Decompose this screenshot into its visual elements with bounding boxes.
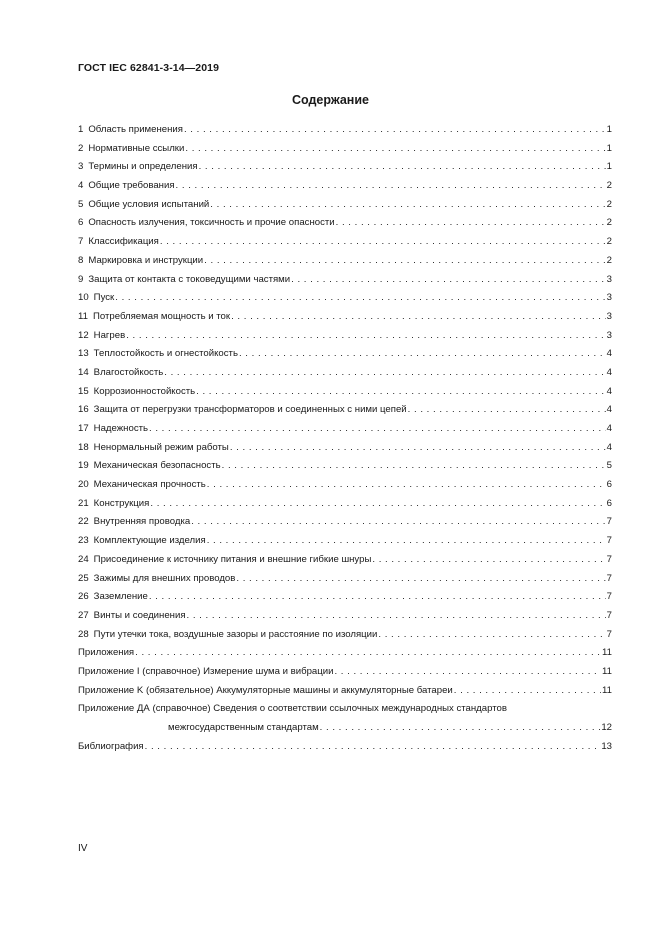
toc-page-number: 7	[606, 516, 612, 528]
toc-entry-number: 27	[78, 609, 89, 621]
dot-leader	[187, 610, 606, 621]
toc-page-number: 7	[606, 591, 612, 603]
toc-entry	[78, 610, 612, 629]
toc-entry-text: Надежность	[93, 423, 149, 434]
toc-page-number: 1	[606, 142, 612, 154]
toc-page-number: 5	[606, 460, 612, 472]
toc-page-number: 3	[606, 273, 612, 285]
toc-entry	[78, 124, 612, 143]
toc-entry-number: 2	[78, 142, 84, 154]
dot-leader	[191, 516, 605, 527]
toc-entry-text: Термины и определения	[88, 161, 198, 173]
toc-entry-number: 18	[78, 441, 89, 453]
toc-page-number: 4	[606, 404, 612, 416]
dot-leader	[164, 367, 605, 378]
toc-entry-number: 25	[78, 572, 89, 584]
toc-entry-number: 21	[78, 497, 89, 509]
toc-page-number: 7	[606, 553, 612, 565]
dot-leader	[176, 180, 606, 191]
toc-entry-number: 6	[78, 217, 84, 229]
toc-entry-text: Механическая безопасность	[93, 460, 221, 472]
toc-page-number: 13	[601, 740, 612, 752]
toc-entry-number: 13	[78, 348, 89, 360]
toc-entry-number: 15	[78, 385, 89, 397]
toc-page-number: 11	[602, 665, 612, 677]
toc-page-number: 1	[606, 161, 612, 173]
toc-entry	[78, 367, 612, 386]
toc-entry	[78, 479, 612, 498]
toc-page-number: 4	[606, 385, 612, 397]
toc-entry-number: 8	[78, 254, 84, 266]
toc-entry-text: Общие требования	[88, 180, 175, 192]
toc-entry	[78, 292, 612, 311]
toc-entry-text: Внутренняя проводка	[93, 516, 191, 528]
toc-entry	[78, 629, 612, 648]
toc-entry	[78, 591, 612, 610]
toc-entry-annex-da	[78, 703, 612, 722]
toc-entry	[78, 647, 612, 666]
toc-entry	[78, 274, 612, 293]
toc-entry	[78, 180, 612, 199]
toc-page-number: 7	[606, 609, 612, 621]
toc-entry	[78, 404, 612, 423]
toc-entry-number: 23	[78, 535, 89, 547]
toc-entry-text: Защита от контакта с токоведущими частями	[88, 273, 291, 285]
toc-entry	[78, 199, 612, 218]
toc-entry	[78, 330, 612, 349]
toc-page-number: 7	[606, 535, 612, 547]
toc-entry-text: Коррозионностойкость	[93, 385, 196, 397]
toc-entry-number: 22	[78, 516, 89, 528]
toc-entry-number: 12	[78, 329, 89, 341]
toc-entry	[78, 311, 612, 330]
toc-entry-text: Опасность излучения, токсичность и прочие опасности	[88, 217, 335, 229]
toc-page-number: 2	[606, 217, 612, 229]
dot-leader	[408, 404, 606, 415]
toc-entry-text: Приложение ДА (справочное) Сведения о соответствии ссылочных международных стандартов	[78, 703, 507, 715]
dot-leader	[204, 255, 606, 266]
toc-entry-number: 7	[78, 236, 84, 248]
page-number: IV	[78, 843, 88, 854]
toc-entry-number: 10	[78, 292, 89, 304]
toc-entry-number: 26	[78, 591, 89, 603]
toc-page-number: 1	[606, 124, 612, 135]
document-header: ГОСТ IEC 62841-3-14—2019	[78, 62, 220, 74]
toc-entry-number: 1	[78, 124, 84, 135]
dot-leader	[145, 741, 601, 752]
toc-entry-text: Винты и соединения	[93, 609, 186, 621]
dot-leader	[336, 217, 606, 228]
dot-leader	[291, 274, 606, 285]
toc-entry-text: Пути утечки тока, воздушные зазоры и расстояние по изоляции	[93, 628, 378, 640]
toc-entry-text: Классификация	[88, 236, 159, 248]
dot-leader	[372, 554, 605, 565]
toc-entry-text: Приложение I (справочное) Измерение шума и вибрации	[78, 665, 334, 677]
toc-page-number: 4	[606, 423, 612, 434]
toc-entry-text: Пуск	[93, 292, 115, 304]
toc-entry-text: Нормативные ссылки	[88, 142, 185, 154]
toc-page-number: 3	[606, 329, 612, 341]
toc-entry-text: Присоединение к источнику питания и внешние гибкие шнуры	[93, 553, 372, 565]
table-of-contents	[78, 124, 612, 759]
dot-leader	[210, 199, 605, 210]
toc-entry-text: Область применения	[88, 124, 183, 135]
toc-entry-text: Общие условия испытаний	[88, 198, 210, 210]
toc-entry	[78, 666, 612, 685]
toc-entry-text: Библиография	[78, 740, 144, 752]
toc-page-number: 3	[606, 292, 612, 304]
dot-leader	[334, 666, 601, 677]
toc-entry-text: Потребляемая мощность и ток	[92, 310, 231, 322]
toc-entry-number: 14	[78, 366, 89, 378]
dot-leader	[135, 647, 601, 658]
toc-page-number: 11	[602, 684, 612, 696]
dot-leader	[196, 386, 606, 397]
toc-entry-number: 5	[78, 198, 84, 210]
toc-entry-bibliography	[78, 741, 612, 760]
toc-entry	[78, 161, 612, 180]
toc-page-number: 2	[606, 180, 612, 192]
dot-leader	[207, 479, 606, 490]
toc-page-number: 6	[606, 479, 612, 491]
toc-page-number: 4	[606, 441, 612, 453]
toc-entry	[78, 573, 612, 592]
dot-leader	[230, 442, 606, 453]
toc-entry-number: 28	[78, 628, 89, 640]
toc-entry-text: Механическая прочность	[93, 479, 206, 491]
toc-entry	[78, 460, 612, 479]
dot-leader	[160, 236, 606, 247]
dot-leader	[199, 161, 606, 172]
toc-entry	[78, 143, 612, 162]
dot-leader	[320, 722, 601, 733]
toc-entry	[78, 535, 612, 554]
toc-entry-number: 11	[78, 310, 88, 322]
toc-entry-number: 16	[78, 404, 89, 416]
toc-entry	[78, 386, 612, 405]
toc-entry-text: Комплектующие изделия	[93, 535, 206, 547]
dot-leader	[126, 330, 605, 341]
toc-entry	[78, 217, 612, 236]
toc-page-number: 7	[606, 572, 612, 584]
toc-entry-number: 9	[78, 273, 84, 285]
dot-leader	[378, 629, 605, 640]
dot-leader	[207, 535, 606, 546]
toc-entry-number: 24	[78, 553, 89, 565]
dot-leader	[185, 143, 605, 154]
toc-page-number: 2	[606, 254, 612, 266]
toc-page-number: 6	[606, 497, 612, 509]
toc-entry-text: Ненормальный режим работы	[93, 441, 229, 453]
dot-leader	[149, 423, 606, 434]
toc-page-number: 12	[601, 722, 612, 733]
toc-page-number: 2	[606, 236, 612, 248]
toc-entry-number: 4	[78, 180, 84, 192]
toc-entry-text: Влагостойкость	[93, 366, 164, 378]
toc-entry-annex-da-continued	[78, 722, 612, 741]
toc-entry-text: Зажимы для внешних проводов	[93, 572, 236, 584]
toc-page-number: 2	[606, 198, 612, 210]
toc-page-number: 3	[606, 310, 612, 322]
dot-leader	[184, 124, 606, 135]
toc-entry-number: 17	[78, 423, 89, 434]
toc-page-number: 7	[606, 628, 612, 640]
toc-entry	[78, 685, 612, 704]
toc-page-number: 4	[606, 348, 612, 360]
toc-entry-text: Защита от перегрузки трансформаторов и соединенных с ними цепей	[93, 404, 407, 416]
dot-leader	[454, 685, 601, 696]
toc-entry-text: Теплостойкость и огнестойкость	[93, 348, 238, 360]
dot-leader	[231, 311, 606, 322]
dot-leader	[239, 348, 606, 359]
toc-entry-text: Приложения	[78, 647, 135, 659]
toc-entry-text: Заземление	[93, 591, 148, 603]
toc-entry	[78, 236, 612, 255]
dot-leader	[115, 292, 605, 303]
page-title: Содержание	[291, 93, 369, 107]
dot-leader	[236, 573, 605, 584]
toc-page-number: 11	[602, 647, 612, 659]
toc-entry-text: Конструкция	[93, 497, 150, 509]
toc-page-number: 4	[606, 366, 612, 378]
toc-entry-text: Приложение K (обязательное) Аккумуляторные машины и аккумуляторные батареи	[78, 684, 453, 696]
toc-entry	[78, 498, 612, 517]
toc-entry-number: 19	[78, 460, 89, 472]
dot-leader	[222, 460, 606, 471]
toc-entry-text: Нагрев	[93, 329, 126, 341]
toc-entry-number: 20	[78, 479, 89, 491]
toc-entry	[78, 423, 612, 442]
toc-entry-number: 3	[78, 161, 84, 173]
toc-entry	[78, 554, 612, 573]
toc-entry	[78, 442, 612, 461]
toc-entry-text: Маркировка и инструкции	[88, 254, 204, 266]
dot-leader	[150, 498, 605, 509]
toc-entry	[78, 348, 612, 367]
dot-leader	[149, 591, 606, 602]
toc-entry	[78, 516, 612, 535]
toc-entry-text: межгосударственным стандартам	[168, 722, 319, 733]
toc-entry	[78, 255, 612, 274]
